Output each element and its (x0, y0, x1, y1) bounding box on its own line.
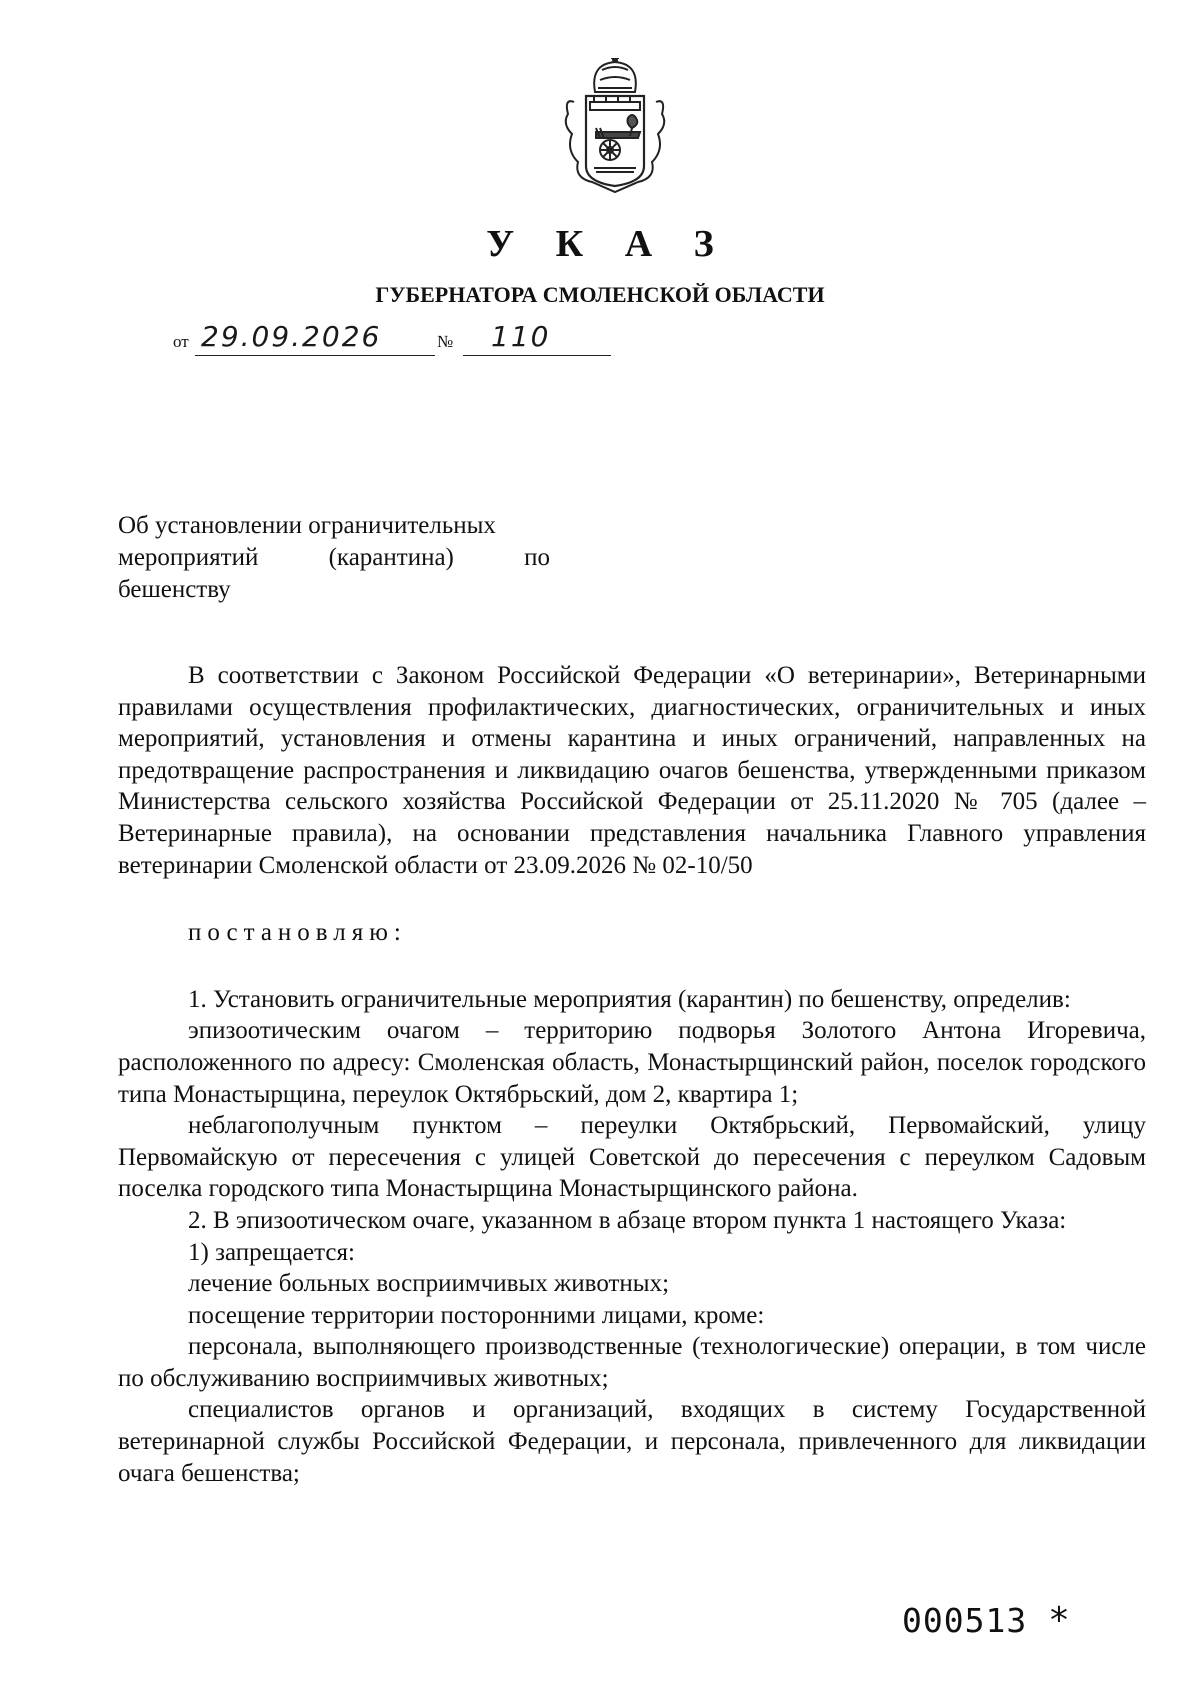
body-paragraph: персонала, выполняющего производственные (технологические) операции, в том числе по обслуживанию восприимчивых животных; (118, 1333, 1146, 1392)
handwritten-number: 110 (491, 320, 551, 353)
decree-word: постановляю: (188, 919, 407, 947)
document-serial-number (902, 1600, 1071, 1641)
number-underline (463, 355, 611, 356)
date-prefix: от (173, 332, 189, 351)
subject-line: мероприятий (карантина) по (118, 544, 550, 571)
number-prefix: № (437, 332, 454, 351)
body-paragraph: посещение территории посторонними лицами, кроме: (188, 1301, 765, 1329)
body-paragraph: 1. Установить ограничительные мероприятия (карантин) по бешенству, определив: (188, 985, 1071, 1013)
date-number-line (173, 318, 613, 358)
body-paragraph: 1) запрещается: (188, 1238, 355, 1266)
document-body (118, 660, 1146, 1489)
subject-line: бешенству (118, 576, 231, 603)
preamble-paragraph: В соответствии с Законом Российской Федерации «О ветеринарии», Ветеринарными правилами осуществления профилактических, диагностических, ограничительных и иных мероприятий, установления и отмены карантина и иных ограничений, направленных на предотвращение распространения и ликвидацию очагов бешенства, утвержденными приказом Министерства сельского хозяйства Российской Федерации от 25.11.2020 № 705 (далее – Ветеринарные правила), на основании представления начальника Главного управления ветеринарии Смоленской области от 23.09.2026 № 02-10/50 (118, 662, 1146, 879)
body-paragraph: лечение больных восприимчивых животных; (188, 1270, 670, 1298)
body-paragraph: эпизоотическим очагом – территорию подворья Золотого Антона Игоревича, расположенного по адресу: Смоленская область, Монастырщинский район, поселок городского типа Монастырщина, переулок Октябрьский, дом 2, квартира 1; (118, 1017, 1146, 1108)
serial-number: 000513 (902, 1601, 1028, 1640)
smolensk-coat-of-arms-emblem (560, 58, 670, 196)
document-issuer: ГУБЕРНАТОРА СМОЛЕНСКОЙ ОБЛАСТИ (375, 282, 825, 307)
document-subject (118, 510, 550, 606)
date-underline (195, 355, 435, 356)
serial-mark: * (1048, 1600, 1071, 1641)
body-paragraph: неблагополучным пунктом – переулки Октябрьский, Первомайский, улицу Первомайскую от пересечения с улицей Советской до пересечения с переулком Садовым поселка городского типа Монастырщина Монастырщинского района. (118, 1112, 1146, 1203)
subject-line: Об установлении ограничительных (118, 512, 496, 539)
body-paragraph: 2. В эпизоотическом очаге, указанном в абзаце втором пункта 1 настоящего Указа: (188, 1206, 1067, 1234)
handwritten-date: 29.09.2026 (201, 320, 382, 353)
body-paragraph: специалистов органов и организаций, входящих в систему Государственной ветеринарной службы Российской Федерации, и персонала, привлеченного для ликвидации очага бешенства; (118, 1396, 1146, 1487)
document-title: У К А З (486, 223, 730, 265)
